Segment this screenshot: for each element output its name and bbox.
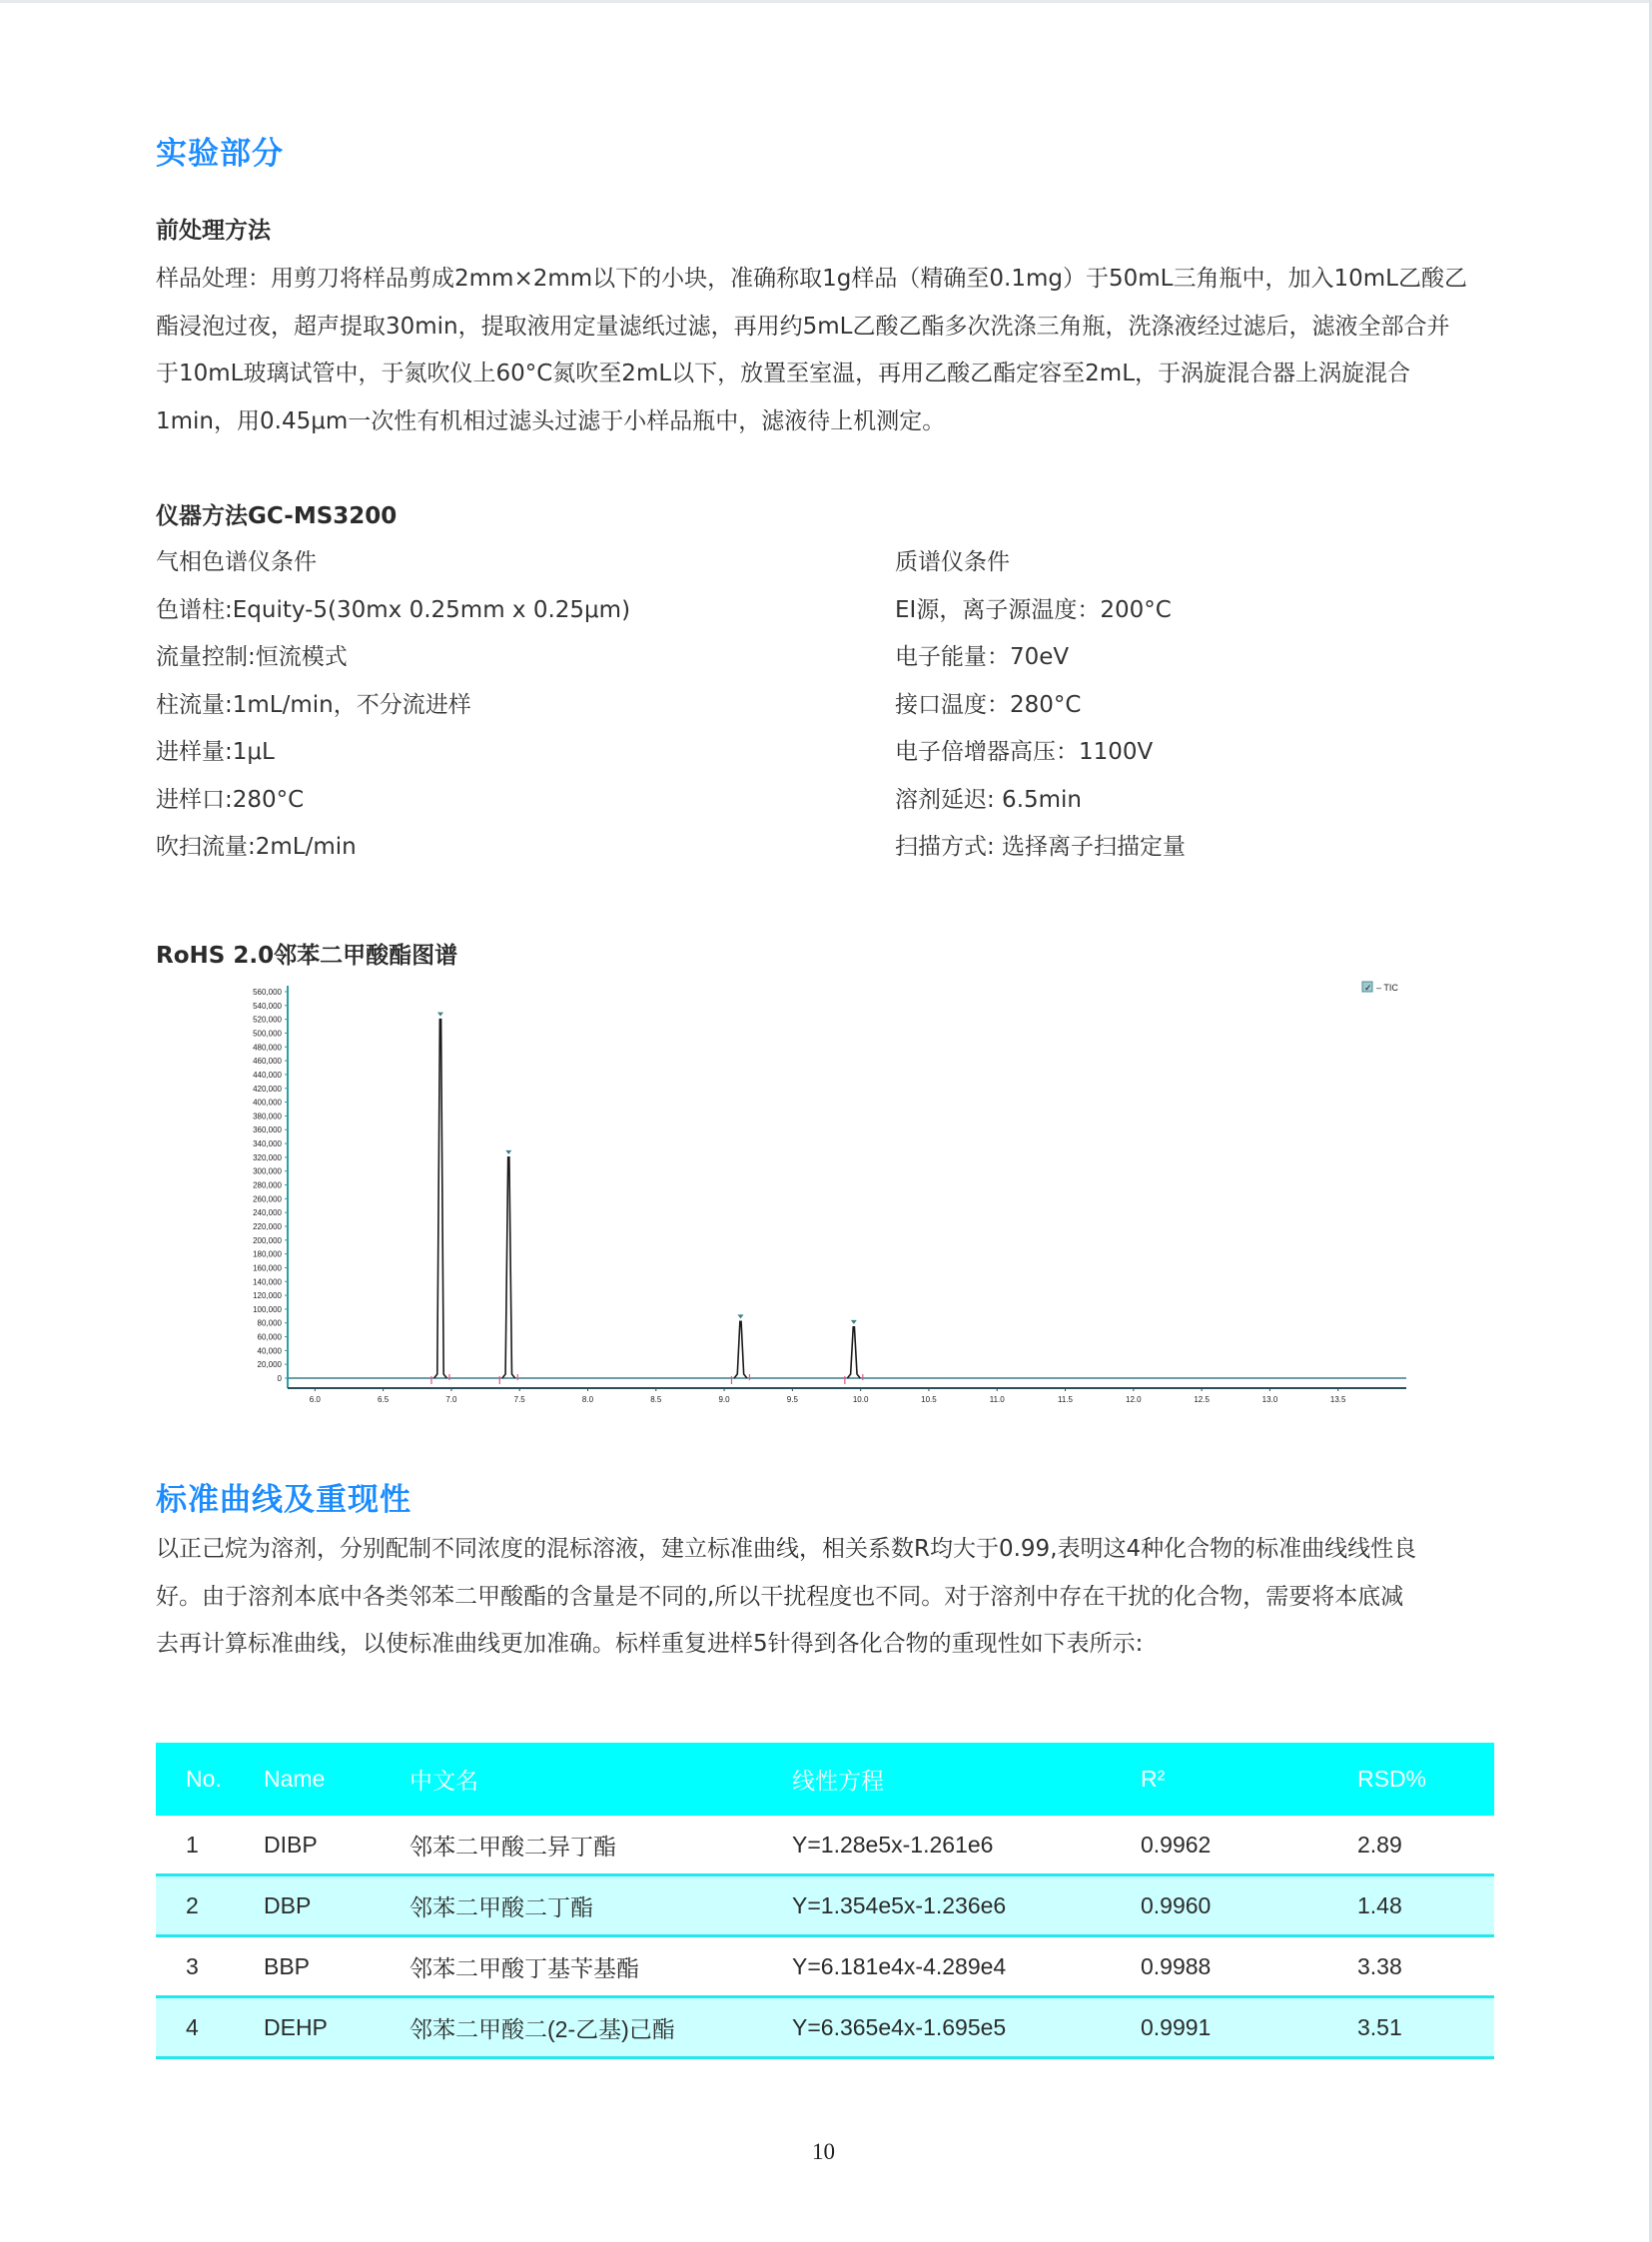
peak-apex-marker[interactable] <box>505 1150 511 1154</box>
reproducibility-table <box>156 1743 1494 2059</box>
instrument-heading: 仪器方法GC-MS3200 <box>156 503 398 529</box>
page-number: 10 <box>812 2139 835 2164</box>
y-tick-label: 240,000 <box>253 1208 282 1218</box>
gc-flow-control: 流量控制:恒流模式 <box>156 644 348 670</box>
ms-solvent-delay: 溶剂延迟: 6.5min <box>895 786 1083 813</box>
y-tick-label: 340,000 <box>253 1139 282 1149</box>
y-tick-label: 540,000 <box>253 1001 282 1011</box>
y-tick-label: 280,000 <box>253 1180 282 1190</box>
ms-electron-energy: 电子能量：70eV <box>895 644 1070 670</box>
cell-name: DEHP <box>264 1997 410 2058</box>
y-tick-label: 440,000 <box>253 1070 282 1080</box>
gc-purge-flow: 吹扫流量:2mL/min <box>156 834 357 860</box>
ms-multiplier-voltage: 电子倍增器高压：1100V <box>895 739 1154 765</box>
table-row <box>156 1816 1494 1875</box>
cell-chinese-name: 邻苯二甲酸丁基苄基酯 <box>410 1936 792 1997</box>
cell-equation: Y=6.181e4x-4.289e4 <box>792 1936 1141 1997</box>
paragraph-line: 好。由于溶剂本底中各类邻苯二甲酸酯的含量是不同的,所以干扰程度也不同。对于溶剂中存在干扰的化合物，需要将本底减 <box>156 1583 1404 1610</box>
x-tick-label: 13.0 <box>1261 1395 1278 1404</box>
y-tick-label: 60,000 <box>257 1332 282 1342</box>
cell-no: 3 <box>156 1936 264 1997</box>
x-tick-label: 9.0 <box>718 1395 730 1404</box>
y-tick-label: 220,000 <box>253 1221 282 1231</box>
paragraph-line: 样品处理：用剪刀将样品剪成2mm×2mm以下的小块，准确称取1g样品（精确至0.1mg）于50mL三角瓶中，加入10mL乙酸乙 <box>156 266 1467 292</box>
ms-interface-temp: 接口温度：280°C <box>895 691 1082 718</box>
paragraph-line: 以正己烷为溶剂，分别配制不同浓度的混标溶液，建立标准曲线，相关系数R均大于0.99,表明这4种化合物的标准曲线线性良 <box>156 1536 1417 1562</box>
cell-rsd: 3.51 <box>1357 1997 1494 2058</box>
y-tick-label: 200,000 <box>253 1235 282 1245</box>
table-row <box>156 1936 1494 1997</box>
cell-r2: 0.9960 <box>1141 1875 1357 1936</box>
pretreatment-heading: 前处理方法 <box>156 218 271 244</box>
y-tick-label: 320,000 <box>253 1152 282 1162</box>
paragraph-line: 于10mL玻璃试管中，于氮吹仪上60°C氮吹至2mL以下，放置至室温，再用乙酸乙酯定容至2mL，于涡旋混合器上涡旋混合 <box>156 361 1411 386</box>
y-tick-label: 400,000 <box>253 1098 282 1108</box>
peak-trace <box>434 1020 447 1378</box>
y-tick-label: 260,000 <box>253 1194 282 1204</box>
y-tick-label: 300,000 <box>253 1166 282 1176</box>
header-r2: R² <box>1141 1743 1357 1816</box>
x-tick-label: 10.5 <box>921 1395 937 1404</box>
table-row <box>156 1997 1494 2058</box>
cell-name: BBP <box>264 1936 410 1997</box>
chart-title: RoHS 2.0邻苯二甲酸酯图谱 <box>156 943 458 969</box>
peak-apex-marker[interactable] <box>437 1013 443 1017</box>
y-tick-label: 380,000 <box>253 1112 282 1121</box>
cell-equation: Y=6.365e4x-1.695e5 <box>792 1997 1141 2058</box>
cell-no: 1 <box>156 1816 264 1875</box>
x-tick-label: 10.0 <box>852 1395 869 1404</box>
ms-scan-mode: 扫描方式: 选择离子扫描定量 <box>895 834 1187 860</box>
gc-inlet-temp: 进样口:280°C <box>156 786 305 813</box>
cell-r2: 0.9988 <box>1141 1936 1357 1997</box>
section-title-experiment: 实验部分 <box>156 136 284 172</box>
y-tick-label: 520,000 <box>253 1015 282 1025</box>
y-tick-label: 100,000 <box>253 1304 282 1314</box>
paragraph-line: 1min，用0.45μm一次性有机相过滤头过滤于小样品瓶中，滤液待上机测定。 <box>156 407 946 434</box>
x-tick-label: 11.0 <box>989 1395 1005 1404</box>
x-tick-label: 7.5 <box>513 1395 525 1404</box>
x-tick-label: 12.0 <box>1126 1395 1142 1404</box>
peak-apex-marker[interactable] <box>851 1320 857 1324</box>
header-no: No. <box>156 1743 264 1816</box>
header-equation: 线性方程 <box>792 1743 1141 1816</box>
peak-trace <box>734 1321 747 1378</box>
cell-chinese-name: 邻苯二甲酸二异丁酯 <box>410 1816 792 1875</box>
gc-conditions <box>156 539 630 872</box>
legend-label: – TIC <box>1376 983 1398 993</box>
cell-name: DIBP <box>264 1816 410 1875</box>
peak-apex-marker[interactable] <box>737 1314 743 1318</box>
peak-trace <box>502 1157 515 1378</box>
y-tick-label: 120,000 <box>253 1291 282 1301</box>
x-tick-label: 13.5 <box>1329 1395 1346 1404</box>
y-tick-label: 460,000 <box>253 1057 282 1067</box>
y-tick-label: 140,000 <box>253 1277 282 1287</box>
cell-equation: Y=1.354e5x-1.236e6 <box>792 1875 1141 1936</box>
x-tick-label: 12.5 <box>1194 1395 1210 1404</box>
x-tick-label: 11.5 <box>1058 1395 1074 1404</box>
paragraph-line: 酯浸泡过夜，超声提取30min，提取液用定量滤纸过滤，再用约5mL乙酸乙酯多次洗涤三角瓶，洗涤液经过滤后，滤液全部合并 <box>156 313 1450 340</box>
pretreatment-paragraph <box>156 256 1499 445</box>
x-tick-label: 8.0 <box>581 1395 594 1404</box>
calibration-paragraph <box>156 1526 1499 1669</box>
gc-column-flow: 柱流量:1mL/min，不分流进样 <box>156 691 471 718</box>
cell-chinese-name: 邻苯二甲酸二(2-乙基)己酯 <box>410 1997 792 2058</box>
peak-trace <box>847 1327 860 1378</box>
cell-r2: 0.9991 <box>1141 1997 1357 2058</box>
y-tick-label: 560,000 <box>253 988 282 997</box>
x-tick-label: 7.0 <box>445 1395 457 1404</box>
cell-rsd: 3.38 <box>1357 1936 1494 1997</box>
y-tick-label: 0 <box>277 1374 282 1383</box>
table-row <box>156 1875 1494 1936</box>
y-tick-label: 500,000 <box>253 1029 282 1039</box>
section-title-calibration: 标准曲线及重现性 <box>156 1482 412 1518</box>
y-tick-label: 480,000 <box>253 1043 282 1053</box>
y-tick-label: 180,000 <box>253 1249 282 1259</box>
x-tick-label: 8.5 <box>650 1395 662 1404</box>
cell-no: 2 <box>156 1875 264 1936</box>
chromatogram-chart <box>200 974 1438 1413</box>
x-axis-ticks <box>310 1388 1346 1404</box>
check-icon: ✓ <box>1364 983 1372 993</box>
gc-subheading: 气相色谱仪条件 <box>156 549 317 575</box>
header-rsd: RSD% <box>1357 1743 1494 1816</box>
x-tick-label: 6.0 <box>309 1395 321 1404</box>
ms-conditions <box>895 539 1186 872</box>
cell-equation: Y=1.28e5x-1.261e6 <box>792 1816 1141 1875</box>
y-axis-ticks <box>253 988 288 1383</box>
gc-injection-volume: 进样量:1μL <box>156 739 275 765</box>
x-tick-label: 6.5 <box>378 1395 390 1404</box>
table-header-row <box>156 1743 1494 1816</box>
ms-source-temp: EI源，离子源温度：200°C <box>895 596 1172 623</box>
cell-no: 4 <box>156 1997 264 2058</box>
cell-r2: 0.9962 <box>1141 1816 1357 1875</box>
cell-chinese-name: 邻苯二甲酸二丁酯 <box>410 1875 792 1936</box>
legend <box>1362 982 1398 993</box>
y-tick-label: 80,000 <box>257 1318 282 1328</box>
paragraph-line: 去再计算标准曲线，以使标准曲线更加准确。标样重复进样5针得到各化合物的重现性如下表所示: <box>156 1631 1144 1657</box>
gc-column: 色谱柱:Equity-5(30mx 0.25mm x 0.25μm) <box>156 596 631 623</box>
y-tick-label: 360,000 <box>253 1125 282 1135</box>
cell-rsd: 2.89 <box>1357 1816 1494 1875</box>
y-tick-label: 420,000 <box>253 1084 282 1094</box>
x-tick-label: 9.5 <box>786 1395 798 1404</box>
ms-subheading: 质谱仪条件 <box>895 549 1010 575</box>
cell-name: DBP <box>264 1875 410 1936</box>
y-tick-label: 20,000 <box>257 1360 282 1370</box>
header-chinese-name: 中文名 <box>410 1743 792 1816</box>
peaks <box>431 1013 863 1384</box>
y-tick-label: 40,000 <box>257 1346 282 1356</box>
header-name: Name <box>264 1743 410 1816</box>
y-tick-label: 160,000 <box>253 1263 282 1273</box>
cell-rsd: 1.48 <box>1357 1875 1494 1936</box>
page-top-edge <box>0 0 1652 3</box>
